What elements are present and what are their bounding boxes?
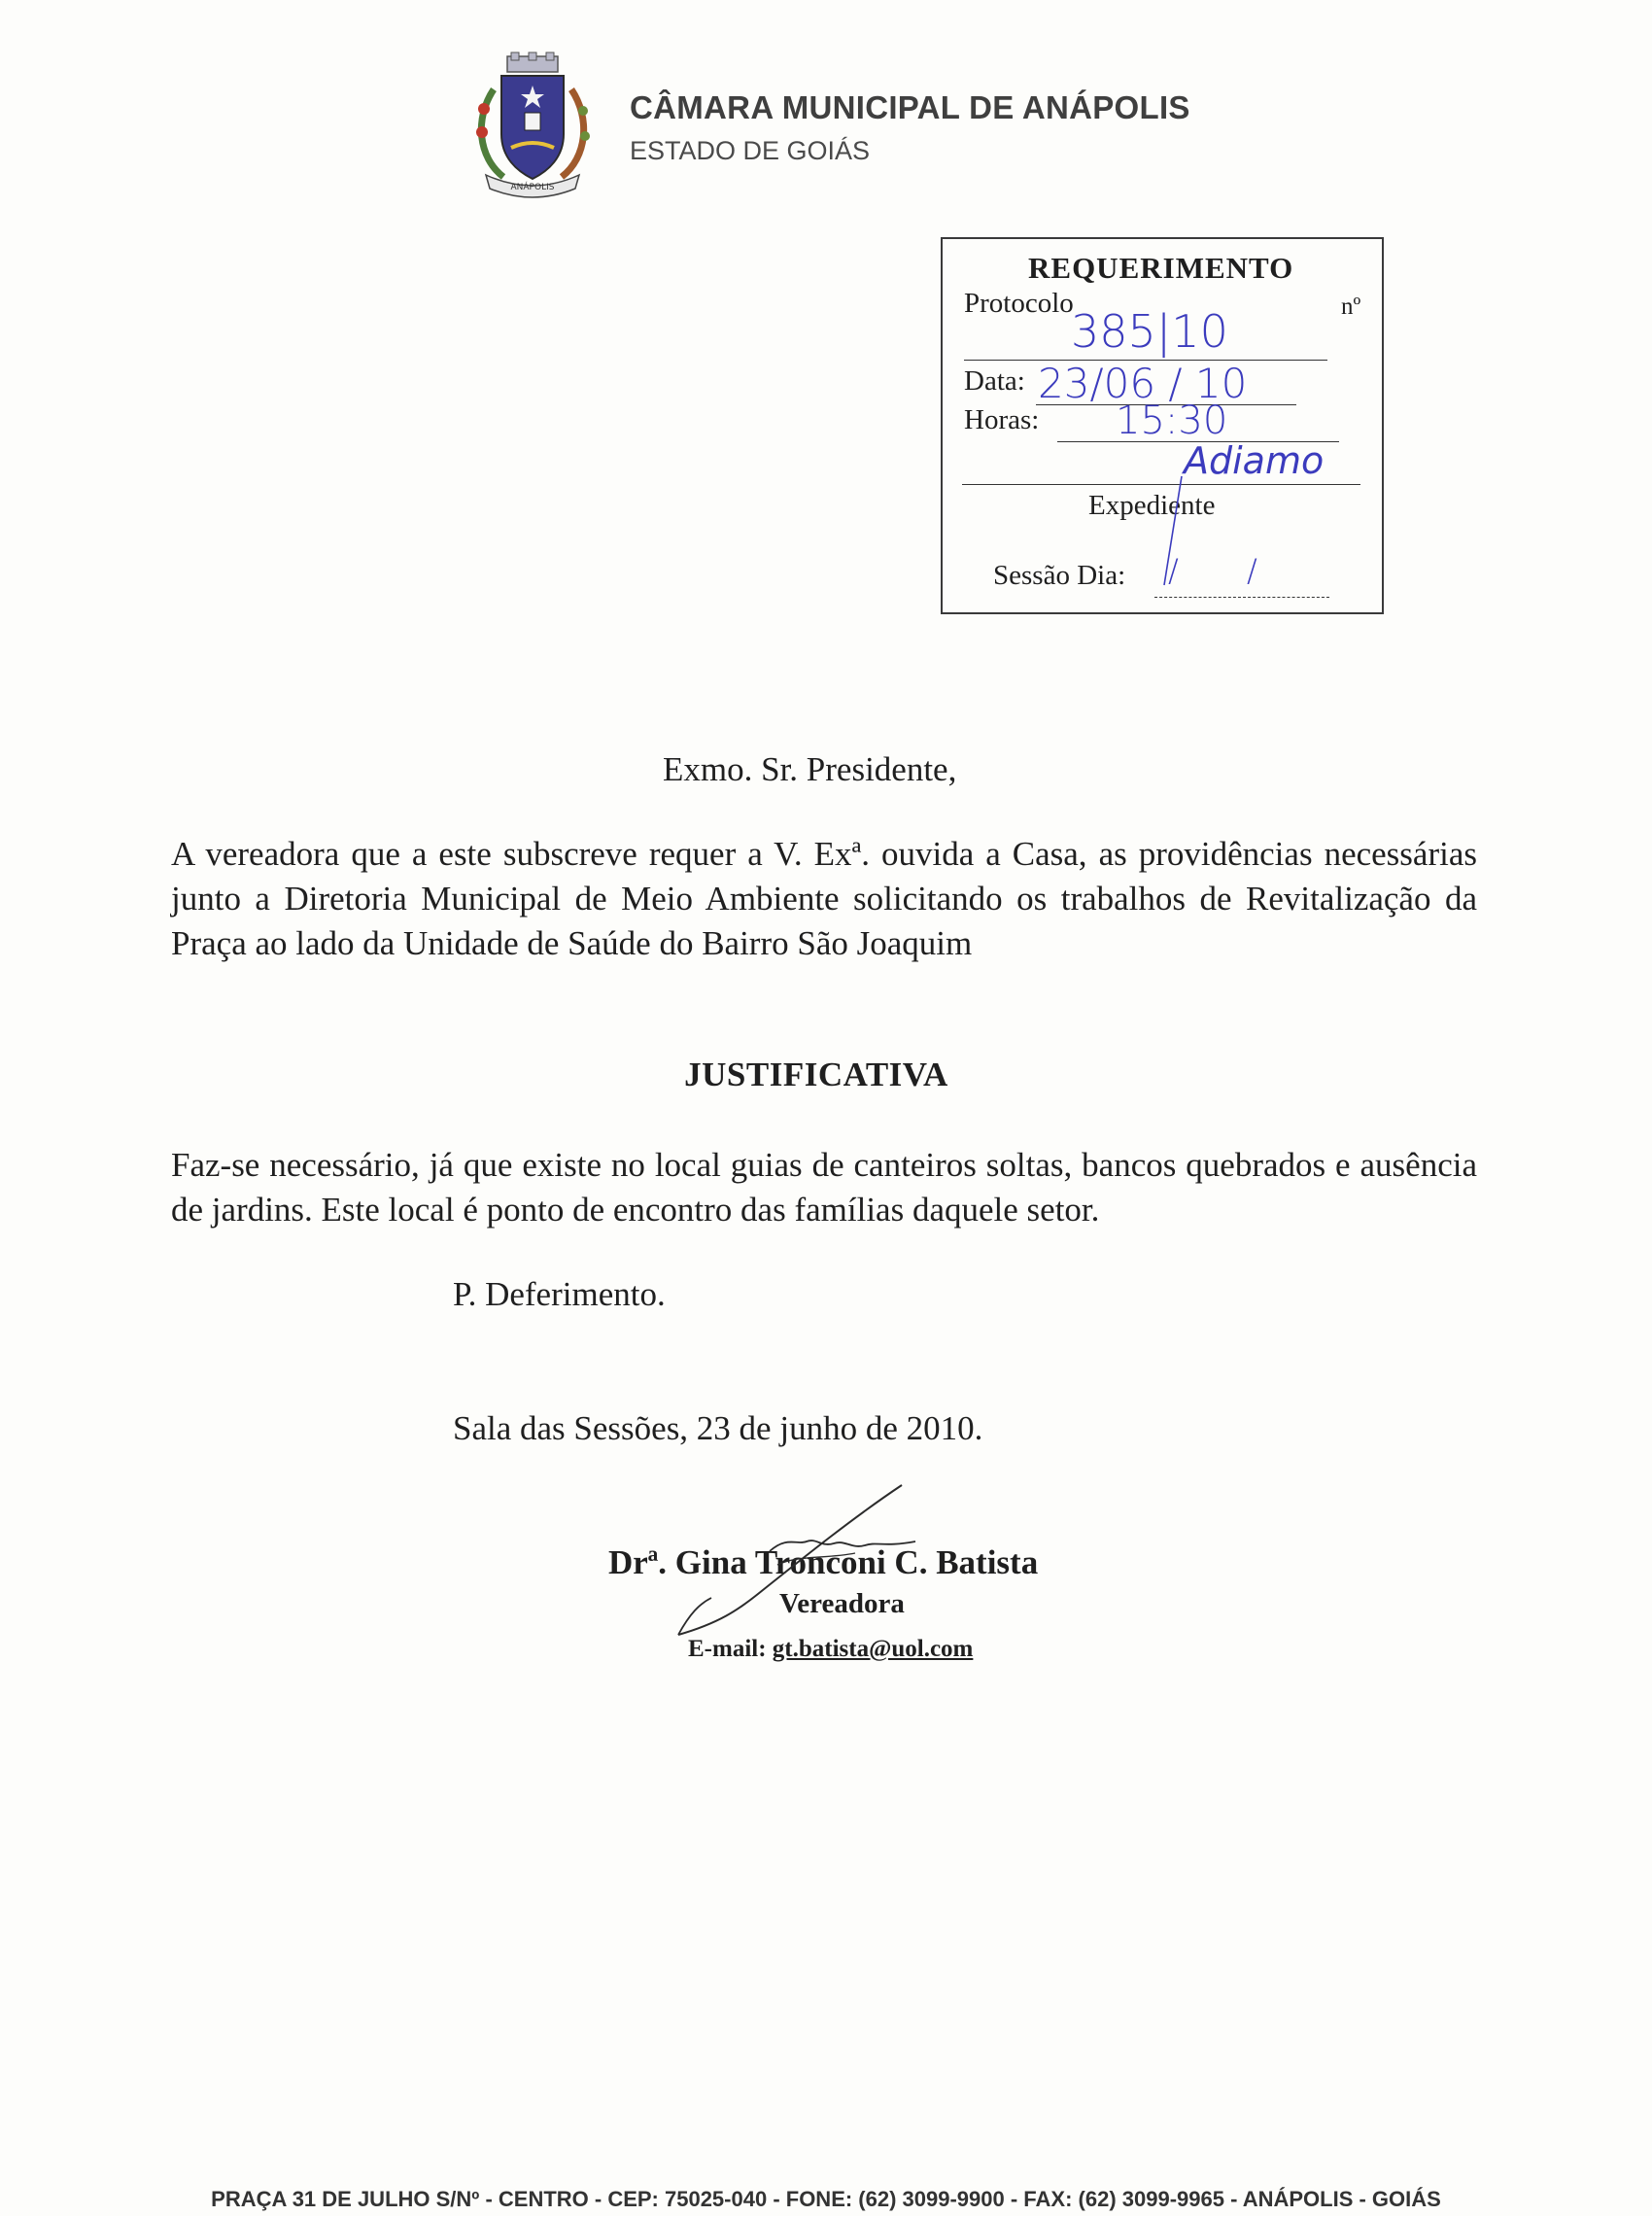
session-day-label: Sessão Dia: [993, 560, 1126, 591]
closing-deferimento: P. Deferimento. [453, 1275, 666, 1313]
crest-motto: ANÁPOLIS [510, 183, 555, 192]
request-paragraph: A vereadora que a este subscreve requer a V. Exª. ouvida a Casa, as providências necessárias junto a Diretoria Municipal de Meio Ambiente solicitando os trabalhos de Revitalização da Praça ao lado da Unidade de Saúde do Bairro São Joaquim [171, 835, 1477, 962]
email-label: E-mail: [688, 1636, 767, 1662]
protocol-label: Protocolo [964, 288, 1074, 319]
status-handwritten: Adiamo [1184, 439, 1325, 482]
place-and-date: Sala das Sessões, 23 de junho de 2010. [453, 1409, 983, 1447]
institution-title: CÂMARA MUNICIPAL DE ANÁPOLIS [630, 89, 1190, 125]
institution-subtitle: ESTADO DE GOIÁS [630, 136, 871, 165]
session-day-handwritten: / / [1168, 552, 1287, 589]
date-label: Data: [964, 365, 1025, 397]
request-protocol-box [941, 237, 1384, 614]
hours-label: Horas: [964, 404, 1040, 435]
expediente-label: Expediente [1088, 490, 1216, 521]
municipal-crest-logo [465, 51, 601, 198]
justification-heading: JUSTIFICATIVA [684, 1056, 948, 1093]
email-link[interactable]: gt.batista@uol.com [772, 1636, 974, 1662]
footer-address: PRAÇA 31 DE JULHO S/Nº - CENTRO - CEP: 75025-040 - FONE: (62) 3099-9900 - FAX: (62) 3099-9965 - ANÁPOLIS - GOIÁS [211, 2187, 1441, 2211]
request-box-title: REQUERIMENTO [1028, 251, 1294, 285]
signatory-name: Drª. Gina Tronconi C. Batista [608, 1543, 1039, 1581]
signatory-role: Vereadora [779, 1588, 905, 1619]
number-label: nº [1341, 294, 1361, 320]
hours-handwritten: 15:30 [1116, 398, 1228, 443]
handwritten-signature [661, 1477, 952, 1643]
justification-paragraph: Faz-se necessário, já que existe no local guias de canteiros soltas, bancos quebrados e ausência de jardins. Este local é ponto de encontro das famílias daquele setor. [171, 1146, 1477, 1229]
protocol-number-handwritten: 385|10 [1071, 305, 1228, 358]
greeting: Exmo. Sr. Presidente, [663, 750, 957, 788]
date-handwritten: 23/06 / 10 [1038, 360, 1248, 407]
session-day-underline [1154, 597, 1329, 598]
pen-stroke-mark [1158, 472, 1187, 589]
